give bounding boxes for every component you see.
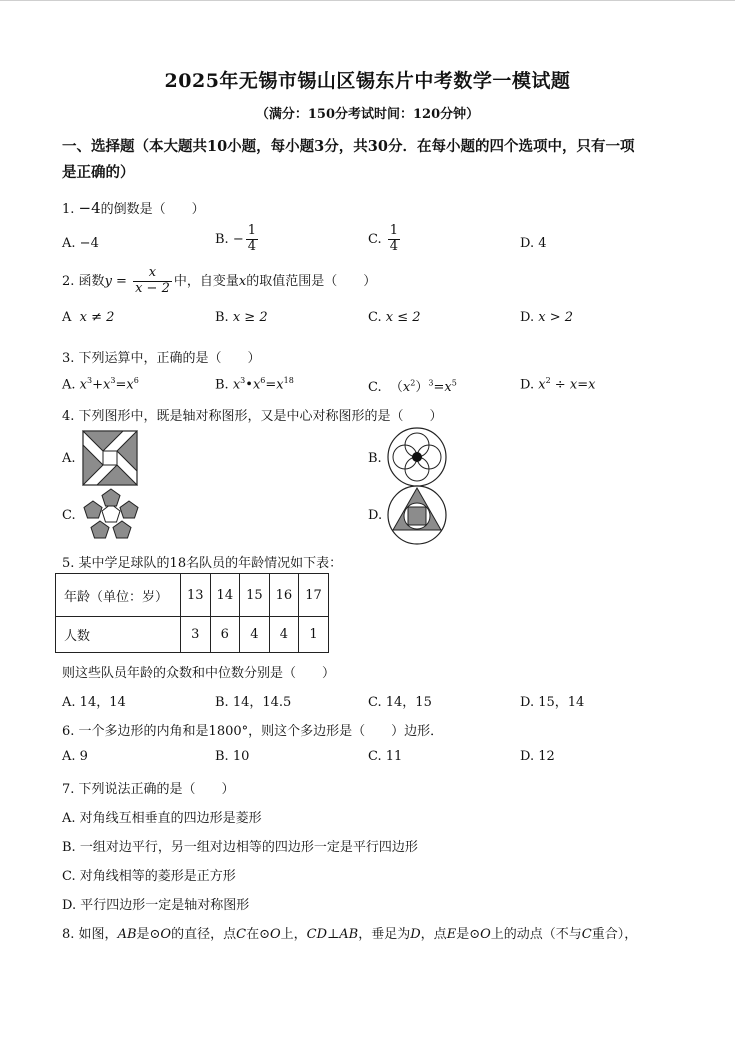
exam-info: （满分：150分考试时间：120分钟） xyxy=(255,107,480,122)
option-value: 9 xyxy=(79,749,88,764)
question-number: 5. xyxy=(62,556,75,571)
q7-option-a[interactable]: A. 对角线互相垂直的四边形是菱形 xyxy=(62,811,262,826)
denominator: 4 xyxy=(247,238,257,254)
q2-option-c[interactable] xyxy=(368,310,421,325)
pinwheel-square-figure[interactable] xyxy=(82,430,138,486)
question-6 xyxy=(62,720,443,739)
question-2 xyxy=(62,266,376,297)
five-pentagons-figure[interactable] xyxy=(80,486,142,544)
option-label: A. xyxy=(62,377,76,393)
q2-option-b[interactable] xyxy=(215,310,268,325)
section-heading-line1: 一、选择题（本大题共10小题，每小题3分，共30分．在每小题的四个选项中，只有一项 xyxy=(62,138,635,155)
q4-option-d-label[interactable]: D. xyxy=(368,508,383,523)
question-text: 下列运算中，正确的是（ ） xyxy=(78,351,261,366)
question-text: 一个多边形的内角和是1800°，则这个多边形是（ ）边形． xyxy=(78,724,444,739)
table-cell: 4 xyxy=(269,617,299,653)
question-4 xyxy=(62,405,443,424)
numerator: 1 xyxy=(247,223,257,238)
question-number: 2. xyxy=(62,273,75,289)
question-number: 7. xyxy=(62,782,75,797)
question-number: 6. xyxy=(62,724,75,739)
q7-option-d[interactable]: D. 平行四边形一定是轴对称图形 xyxy=(62,898,250,913)
table-header-count: 人数 xyxy=(56,617,181,653)
q4-option-b-label[interactable]: B. xyxy=(368,451,382,466)
q1-option-c[interactable] xyxy=(368,224,402,255)
table-row xyxy=(56,617,329,653)
q5-option-c[interactable] xyxy=(368,691,432,710)
option-label: D. xyxy=(520,310,535,325)
question-number: 4. xyxy=(62,409,75,424)
expression: −4 xyxy=(78,199,101,217)
table-cell: 15 xyxy=(240,574,270,617)
q1-option-b[interactable] xyxy=(215,224,260,255)
question-3 xyxy=(62,347,261,366)
q6-option-b[interactable] xyxy=(215,749,249,764)
option-label: C. xyxy=(368,310,382,325)
question-7 xyxy=(62,778,235,797)
option-label: D. xyxy=(520,377,535,393)
q1-option-a[interactable] xyxy=(62,236,99,251)
option-value: 4 xyxy=(538,236,547,251)
q3-option-c[interactable]: C. $(x^2)^3=x^5$ xyxy=(368,378,457,395)
question-text: 某中学足球队的18名队员的年龄情况如下表： xyxy=(78,556,343,571)
variable: x xyxy=(238,273,247,289)
q5-question: 则这些队员年龄的众数和中位数分别是（ ） xyxy=(62,666,336,681)
table-cell: 17 xyxy=(299,574,329,617)
q3-option-a[interactable]: A. $x^3+x^3=x^6$ xyxy=(62,376,139,393)
option-label: B. xyxy=(215,310,229,325)
q5-option-b[interactable] xyxy=(215,691,291,710)
option-label: B. xyxy=(215,695,229,710)
q2-option-a[interactable] xyxy=(62,310,114,325)
q1-option-d[interactable] xyxy=(520,236,547,251)
option-label: A. xyxy=(62,749,76,764)
table-cell: 4 xyxy=(240,617,270,653)
option-value: x ≤ 2 xyxy=(385,310,421,325)
option-value: x ≠ 2 xyxy=(79,310,115,325)
table-header-age: 年龄（单位：岁） xyxy=(56,574,181,617)
q5-option-d[interactable] xyxy=(520,691,584,710)
q7-option-b[interactable]: B. 一组对边平行，另一组对边相等的四边形一定是平行四边形 xyxy=(62,840,418,855)
option-label: C. xyxy=(368,749,382,764)
function-var: y xyxy=(104,273,112,289)
numerator: 1 xyxy=(389,223,399,238)
question-text-post: 的取值范围是（ ） xyxy=(246,273,377,289)
age-table xyxy=(55,573,329,653)
option-value: 10 xyxy=(232,749,250,764)
denominator: x − 2 xyxy=(135,280,170,296)
option-value: 14，14 xyxy=(79,695,126,710)
question-text-mid: 中，自变量 xyxy=(173,273,239,289)
question-text-pre: 函数 xyxy=(78,273,105,289)
option-label: B. xyxy=(215,377,229,393)
q2-option-d[interactable] xyxy=(520,310,573,325)
option-value: −4 xyxy=(79,236,99,251)
q4-option-a-label[interactable]: A. xyxy=(62,451,76,466)
question-text: 的倒数是（ ） xyxy=(100,202,205,217)
minus-sign: − xyxy=(232,231,244,247)
option-label: B. xyxy=(215,749,229,764)
page-title: 2025年无锡市锡山区锡东片中考数学一模试题 xyxy=(164,70,571,92)
option-label: A. xyxy=(62,695,76,710)
question-text: 下列图形中，既是轴对称图形，又是中心对称图形的是（ ） xyxy=(78,409,443,424)
question-1 xyxy=(62,198,205,217)
denominator: 4 xyxy=(389,238,399,254)
option-value: x > 2 xyxy=(538,310,573,325)
q7-option-c[interactable]: C. 对角线相等的菱形是正方形 xyxy=(62,869,236,884)
option-label: B. xyxy=(215,231,229,247)
q5-option-a[interactable] xyxy=(62,691,126,710)
option-value: 15，14 xyxy=(538,695,585,710)
top-border xyxy=(0,0,735,1)
q6-option-c[interactable] xyxy=(368,749,402,764)
question-8: 8. 如图，AB是⊙O的直径，点C在⊙O上，CD⊥AB，垂足为D，点E是⊙O上的动点（不与C重合）， xyxy=(62,927,638,942)
q6-option-d[interactable] xyxy=(520,749,555,764)
q3-option-d[interactable]: D. $x^2 \div x=x$ xyxy=(520,376,596,393)
option-label: D. xyxy=(520,236,535,251)
table-cell: 6 xyxy=(210,617,240,653)
four-petal-circle-figure[interactable] xyxy=(386,426,448,488)
table-cell: 14 xyxy=(210,574,240,617)
table-cell: 1 xyxy=(299,617,329,653)
question-number: 8. xyxy=(62,927,75,942)
section-heading-line2: 是正确的） xyxy=(62,164,135,181)
option-label: C. xyxy=(368,695,382,710)
question-number: 1. xyxy=(62,202,75,217)
numerator: x xyxy=(133,266,172,282)
question-5 xyxy=(62,552,342,571)
option-value: 12 xyxy=(538,749,555,764)
option-label: D. xyxy=(520,749,535,764)
option-label: D. xyxy=(520,695,535,710)
table-cell: 13 xyxy=(181,574,211,617)
table-cell: 3 xyxy=(181,617,211,653)
option-value: 14，15 xyxy=(385,695,432,710)
q4-option-c-label[interactable]: C. xyxy=(62,508,76,523)
option-label: A xyxy=(62,310,72,325)
circle-triangle-square-figure[interactable] xyxy=(386,484,448,546)
option-value: 11 xyxy=(385,749,403,764)
question-text: 下列说法正确的是（ ） xyxy=(78,782,235,797)
table-cell: 16 xyxy=(269,574,299,617)
option-value: x ≥ 2 xyxy=(232,310,268,325)
q3-option-b[interactable]: B. $x^3•x^6=x^{18}$ xyxy=(215,376,294,393)
option-label: C. xyxy=(368,380,382,395)
option-value: 14，14.5 xyxy=(232,695,292,710)
equals-sign: = xyxy=(111,273,132,289)
question-number: 3. xyxy=(62,351,75,366)
table-row xyxy=(56,574,329,617)
q6-option-a[interactable] xyxy=(62,749,88,764)
option-label: C. xyxy=(368,231,382,247)
option-label: A. xyxy=(62,236,76,251)
